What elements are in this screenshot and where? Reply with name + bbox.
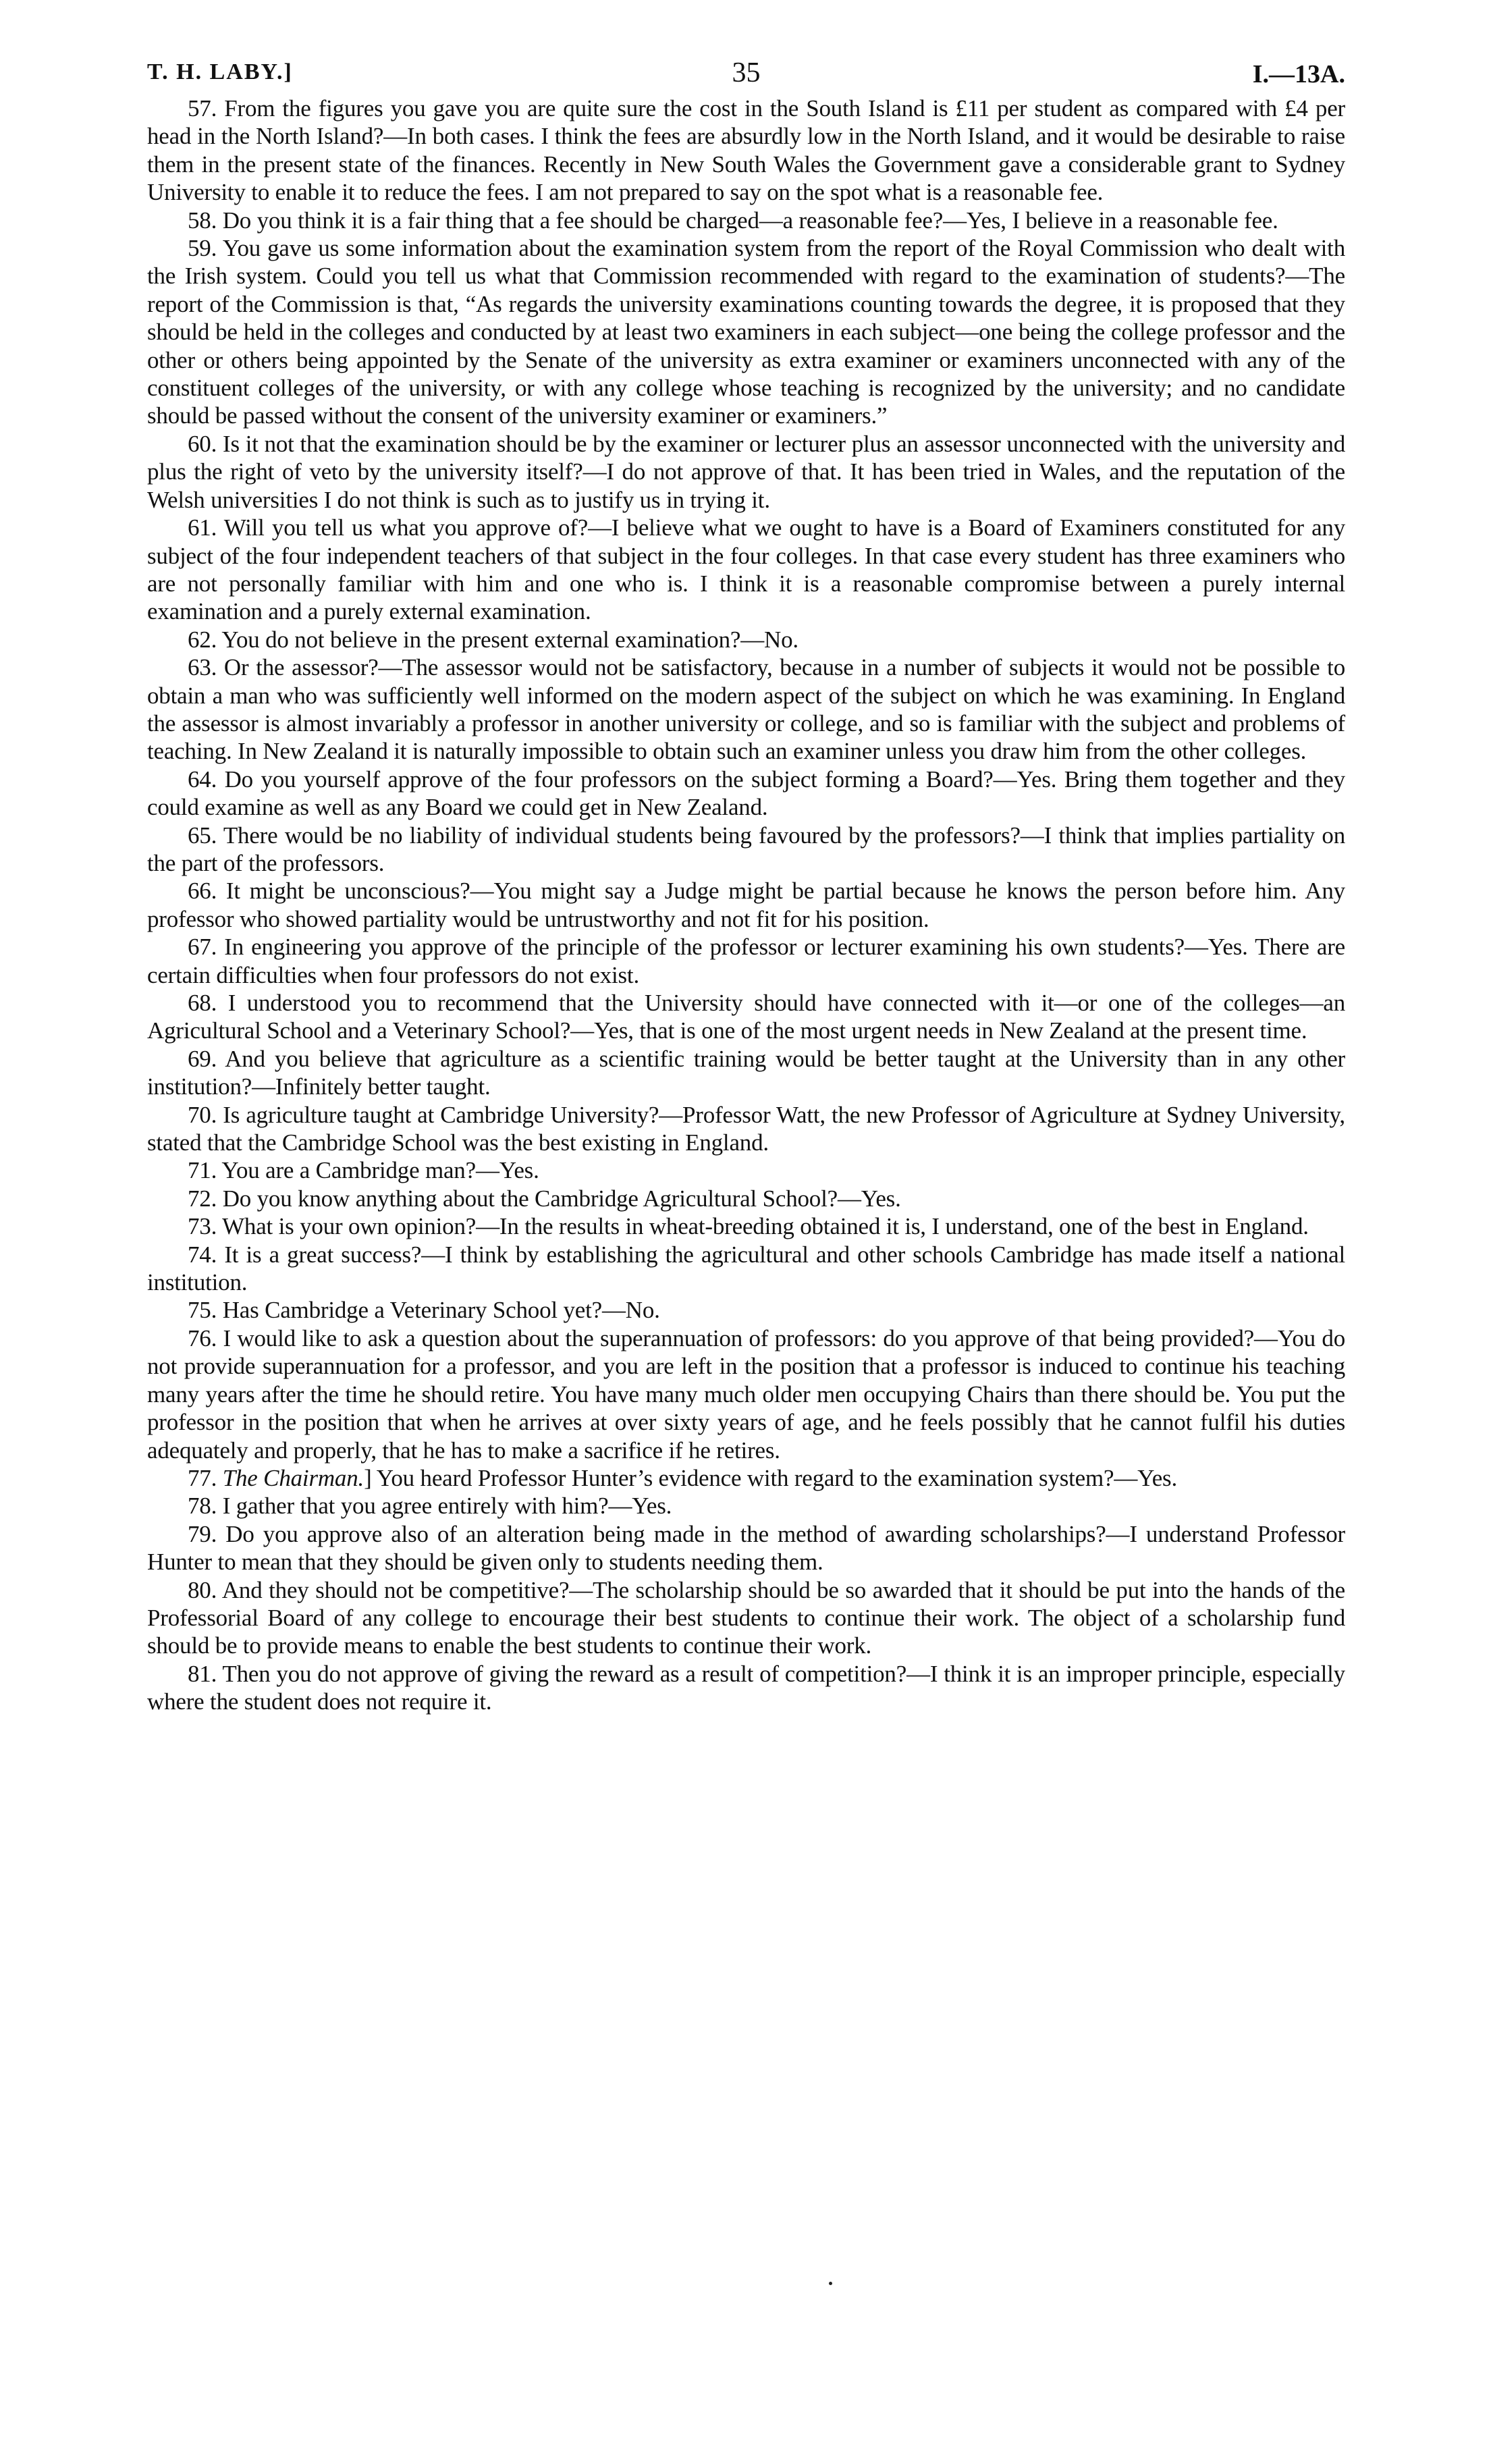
page-header [147, 59, 1345, 93]
paragraph-74: 74. It is a great success?—I think by establishing the agricultural and other schools Cambridge has made itself a national institution. [147, 1241, 1345, 1296]
paragraph-78: 78. I gather that you agree entirely with him?—Yes. [188, 1493, 672, 1520]
paragraph-60: 60. Is it not that the examination should be by the examiner or lecturer plus an assessor unconnected with the university and plus the right of veto by the university itself?—I do not approve of that. It has been tried in Wales, and the reputation of the Welsh universities I do not think is such as to justify us in trying it. [147, 430, 1345, 513]
paragraph-number: 77. [188, 1464, 217, 1491]
paragraph-75: 75. Has Cambridge a Veterinary School yet?—No. [188, 1297, 660, 1324]
paragraph-59: 59. You gave us some information about the examination system from the report of the Royal Commission who dealt with the Irish system. Could you tell us what that Commission recommended with regard to the examination of students?—The report of the Commission is that, “As regards the university examinations counting towards the degree, it is proposed that they should be held in the colleges and conducted by at least two examiners in each subject—one being the college professor and the other or others being appointed by the Senate of the university as extra examiner or examiners unconnected with any of the constituent colleges of the university, or with any college whose teaching is recognized by the university; and no candidate should be passed without the consent of the university examiner or examiners.” [147, 235, 1345, 429]
print-speck [829, 2282, 832, 2285]
page-number: 35 [732, 57, 761, 88]
paragraph-69: 69. And you believe that agriculture as a scientific training would be better taught at the University than in any other institution?—Infinitely better taught. [147, 1045, 1345, 1100]
paragraph-58: 58. Do you think it is a fair thing that a fee should be charged—a reasonable fee?—Yes, I believe in a reasonable fee. [188, 207, 1278, 234]
paragraph-61: 61. Will you tell us what you approve of?—I believe what we ought to have is a Board of Examiners constituted for any subject of the four independent teachers of that subject in the four colleges. In that case every student has three examiners who are not personally familiar with him and one who is. I think it is a reasonable compromise between a purely internal examination and a purely external examination. [147, 514, 1345, 625]
paragraph-text: ] You heard Professor Hunter’s evidence with regard to the examination system?—Yes. [364, 1464, 1178, 1491]
paragraph-65: 65. There would be no liability of individual students being favoured by the professors?—I think that implies partiality on the part of the professors. [147, 822, 1345, 876]
paragraph-77 [147, 1464, 1345, 1492]
paragraph-80: 80. And they should not be competitive?—The scholarship should be so awarded that it should be put into the hands of the Professorial Board of any college to encourage their best students to continue their work. The object of a scholarship fund should be to provide means to enable the best students to continue their work. [147, 1576, 1345, 1659]
paragraph-79: 79. Do you approve also of an alteration being made in the method of awarding scholarships?—I understand Professor Hunter to mean that they should be given only to students needing them. [147, 1520, 1345, 1576]
paragraph-67: 67. In engineering you approve of the principle of the professor or lecturer examining his own students?—Yes. There are certain difficulties when four professors do not exist. [147, 934, 1345, 988]
paragraph-72: 72. Do you know anything about the Cambridge Agricultural School?—Yes. [188, 1185, 901, 1212]
witness-name: T. H. LABY.] [147, 59, 293, 84]
paragraph-62: 62. You do not believe in the present external examination?—No. [188, 626, 798, 653]
paragraph-73: 73. What is your own opinion?—In the results in wheat-breeding obtained it is, I understand, one of the best in England. [188, 1213, 1309, 1240]
paragraph-66: 66. It might be unconscious?—You might say a Judge might be partial because he knows the person before him. Any professor who showed partiality would be untrustworthy and not fit for his position. [147, 878, 1345, 932]
paragraph-68: 68. I understood you to recommend that the University should have connected with it—or one of the colleges—an Agricultural School and a Veterinary School?—Yes, that is one of the most urgent needs in New Zealand at the present time. [147, 990, 1345, 1044]
paragraph-70: 70. Is agriculture taught at Cambridge University?—Professor Watt, the new Professor of Agriculture at Sydney University, stated that the Cambridge School was the best existing in England. [147, 1101, 1345, 1156]
paragraph-81: 81. Then you do not approve of giving the reward as a result of competition?—I think it is an improper principle, especially where the student does not require it. [147, 1660, 1345, 1715]
document-reference: I.—13A. [1252, 60, 1345, 88]
paragraph-63: 63. Or the assessor?—The assessor would not be satisfactory, because in a number of subjects it would not be possible to obtain a man who was sufficiently well informed on the modern aspect of the subject on which he was examining. In England the assessor is almost invariably a professor in another university or college, and so is familiar with the subject and problems of teaching. In New Zealand it is naturally impossible to obtain such an examiner unless you draw him from the other colleges. [147, 654, 1345, 765]
paragraph-64: 64. Do you yourself approve of the four professors on the subject forming a Board?—Yes. Bring them together and they could examine as well as any Board we could get in New Zealand. [147, 766, 1345, 821]
evidence-text [147, 95, 1345, 1716]
paragraph-76: 76. I would like to ask a question about the superannuation of professors: do you approve of that being provided?—You do not provide superannuation for a professor, and you are left in the position that a professor is induced to continue his teaching many years after the time he should retire. You have many much older men occupying Chairs than there should be. You put the professor in the position that when he arrives at over sixty years of age, and he feels possibly that he cannot fulfil his duties adequately and properly, that he has to make a sacrifice if he retires. [147, 1324, 1345, 1464]
paragraph-71: 71. You are a Cambridge man?—Yes. [188, 1157, 539, 1184]
paragraph-57: 57. From the figures you gave you are quite sure the cost in the South Island is £11 per student as compared with £4 per head in the North Island?—In both cases. I think the fees are absurdly low in the North Island, and it would be desirable to raise them in the present state of the finances. Recently in New South Wales the Government gave a considerable grant to Sydney University to enable it to reduce the fees. I am not prepared to say on the spot what is a reasonable fee. [147, 95, 1345, 206]
speaker-label: The Chairman. [222, 1464, 364, 1491]
